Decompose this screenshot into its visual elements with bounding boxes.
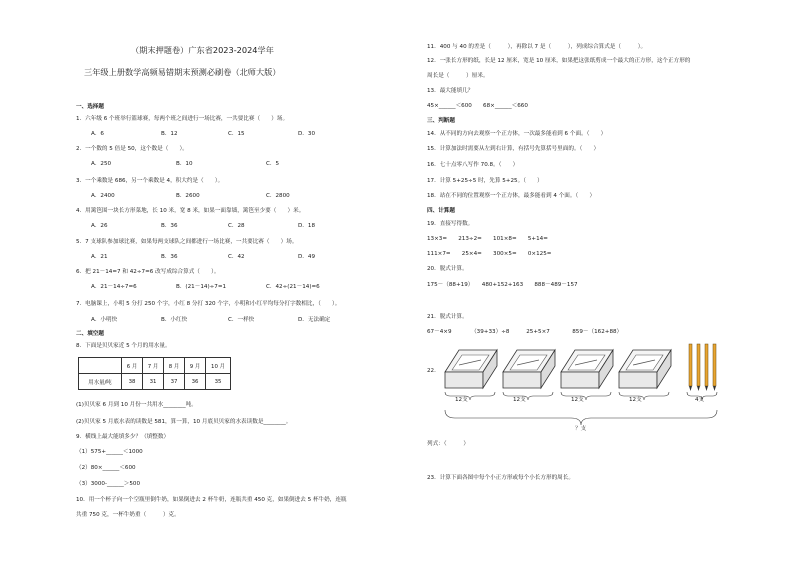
q2-option-b: B．10: [176, 161, 193, 167]
question-23: 23．计算下面各图中每个小正方形或每个小长方形的周长。: [427, 475, 574, 481]
pencil-box-figure: [441, 340, 741, 436]
question-14: 14．从不同的方向去观察一个正方体，一次最多能看到 6 个面。（ ）: [427, 131, 607, 137]
q6-option-b: B．(21－14)÷7=1: [176, 284, 227, 290]
box-label-2: 12支: [513, 397, 526, 403]
exam-title-line1: （期末押题卷）广东省2023-2024学年: [131, 45, 274, 55]
q3-option-a: A．2400: [91, 193, 115, 199]
pencil-icon: [697, 344, 700, 391]
question-21: 21．脱式计算。: [427, 314, 468, 320]
total-label: ？支: [575, 426, 587, 432]
q7-option-b: B．小红快: [161, 317, 188, 323]
table-corner-cell: [79, 358, 122, 374]
table-row-label: 用水量/吨: [79, 374, 122, 390]
q5-option-d: D．49: [298, 254, 316, 260]
table-cell: 38: [122, 374, 143, 390]
table-header-cell: 10 月: [206, 358, 231, 374]
q1-option-a: A．6: [91, 131, 104, 137]
question-21-row: 67－4×9 （39+33）÷8 25+5×7 859－（162+88）: [427, 329, 623, 335]
q4-option-c: C．28: [228, 223, 245, 229]
q5-option-a: A．21: [91, 254, 108, 260]
question-19-row1: 13×3= 213÷2= 101×8= 5+14=: [427, 236, 548, 242]
table-row: [79, 374, 231, 390]
pencil-box-3: [561, 350, 613, 388]
q3-option-b: B．2600: [176, 193, 200, 199]
question-10-line2: 共重 750 克，一杯牛奶重（ ）克。: [76, 512, 180, 518]
box-label-1: 12支: [455, 397, 468, 403]
table-header-cell: 8 月: [164, 358, 185, 374]
section-choice: 一、选择题: [76, 104, 104, 110]
question-13-items: 45×______＜600 68×______＜660: [427, 103, 528, 109]
question-5: 5．7 支球队参加球比赛，如果每两支球队之间都进行一场比赛，一共要比赛（ ）场。: [76, 239, 298, 245]
question-9-2: （2）80×______＜600: [76, 465, 136, 471]
q6-option-a: A．21－14÷7=6: [91, 284, 137, 290]
brace-box-2: [503, 392, 553, 400]
question-10-line1: 10．用一个杯子向一个空瓶里倒牛奶，如果倒进去 2 杯牛奶，连瓶共重 450 克，如果倒进去 5 杯牛奶，连瓶: [76, 497, 347, 503]
box-label-3: 12支: [571, 397, 584, 403]
question-22: 22．: [427, 368, 440, 374]
q5-option-c: C．42: [228, 254, 245, 260]
question-12-line2: 周长是（ ）厘米。: [427, 73, 489, 79]
brace-box-4: [619, 392, 669, 400]
table-header-cell: 7 月: [143, 358, 164, 374]
q1-option-c: C．15: [228, 131, 245, 137]
q4-option-a: A．26: [91, 223, 108, 229]
question-6: 6．把 21－14=7 和 42÷7=6 改写成综合算式（ ）。: [76, 269, 220, 275]
question-12-line1: 12．一张长方形的纸，长是 12 厘米，宽是 10 厘米，如果把这张纸剪成一个最大的正方形，这个正方形的: [427, 58, 691, 64]
question-9-1: （1）575+______＜1000: [76, 449, 143, 455]
water-usage-table: [78, 357, 231, 390]
question-18: 18．站在不同的位置观察一个正方体，最多能看到 4 个面。（ ）: [427, 193, 596, 199]
table-header-cell: 9 月: [185, 358, 206, 374]
pencil-icon: [705, 344, 708, 391]
q4-option-b: B．36: [161, 223, 178, 229]
q7-option-c: C．一样快: [228, 317, 255, 323]
question-3: 3．一个乘数是 686，另一个乘数是 4，积大约是（ ）。: [76, 178, 224, 184]
question-8: 8．下面是贝贝家近 5 个月的用水量。: [76, 343, 171, 349]
formula-line: 列式：（ ）: [427, 441, 469, 447]
pencil-box-2: [503, 350, 555, 388]
table-header-cell: 6 月: [122, 358, 143, 374]
pencil-box-1: [445, 350, 497, 388]
table-cell: 36: [185, 374, 206, 390]
table-cell: 35: [206, 374, 231, 390]
question-8-1: (1)贝贝家 6 月到 10 月份一共用水________吨。: [76, 402, 197, 408]
pencil-icon: [713, 344, 716, 391]
q1-option-b: B．12: [161, 131, 178, 137]
q5-option-b: B．36: [161, 254, 178, 260]
question-20: 20．脱式计算。: [427, 266, 468, 272]
table-cell: 31: [143, 374, 164, 390]
section-fill: 二、填空题: [76, 331, 104, 337]
question-19: 19．直接写得数。: [427, 221, 474, 227]
question-1: 1．六年级 6 个班举行篮球赛，每两个班之间进行一场比赛，一共要比赛（ ）场。: [76, 116, 289, 122]
q2-option-c: C．5: [266, 161, 280, 167]
q4-option-d: D．18: [298, 223, 316, 229]
brace-box-3: [561, 392, 611, 400]
section-judge: 三、判断题: [427, 118, 455, 124]
question-9-3: （3）3000-______＞500: [76, 481, 141, 487]
pencil-label: 4支: [695, 397, 705, 403]
exam-title-line2: 三年级上册数学高频易错期末预测必刷卷（北师大版）: [84, 67, 281, 77]
question-13: 13．最大能填几？: [427, 88, 474, 94]
q7-option-d: D．无法确定: [298, 317, 331, 323]
brace-total: [445, 410, 717, 425]
q2-option-a: A．250: [91, 161, 112, 167]
q1-option-d: D．30: [298, 131, 316, 137]
question-2: 2．一个数的 5 倍是 50，这个数是（ ）。: [76, 146, 188, 152]
question-17: 17．计算 5+25÷5 时，先算 5+25。（ ）: [427, 178, 543, 184]
question-11: 11．400 与 40 的差是（ ），再除以 7 是（ ），列成综合算式是（ ）。: [427, 44, 647, 50]
question-15: 15．计算加法时需要从左到右计算，有括号先算括号里面的。（ ）: [427, 146, 600, 152]
section-calc: 四、计算题: [427, 208, 455, 214]
pencil-box-4: [619, 350, 671, 388]
table-cell: 37: [164, 374, 185, 390]
question-20-row: 175－（88+19） 480+152+163 888－489－157: [427, 282, 578, 288]
pencils-group: [689, 344, 716, 391]
q6-option-c: C．42÷(21－14)=6: [266, 284, 320, 290]
q3-option-c: C．2800: [266, 193, 290, 199]
brace-box-1: [445, 392, 495, 400]
question-8-2: (2)贝贝家 5 月底水表的读数是 581，算一算，10 月底贝贝家的水表读数是________。: [76, 419, 292, 425]
question-4: 4．用篱笆围一块长方形菜地，长 10 米，宽 8 米，如果一面靠墙，篱笆至少要（ ）米。: [76, 208, 305, 214]
pencil-icon: [689, 344, 692, 391]
question-19-row2: 111×7= 25×4= 300×5= 0×125=: [427, 251, 552, 257]
question-7: 7．电脑课上，小明 5 分打 250 个字，小红 8 分打 320 个字，小明和小红平均每分打字数相比，（ ）。: [76, 301, 341, 307]
table-header-row: [79, 358, 231, 374]
q7-option-a: A．小明快: [91, 317, 118, 323]
box-label-4: 12支: [629, 397, 642, 403]
question-16: 16．七十点零八写作 70.8。（ ）: [427, 162, 519, 168]
question-9: 9．横线上最大能填多少？（填整数）: [76, 434, 170, 440]
